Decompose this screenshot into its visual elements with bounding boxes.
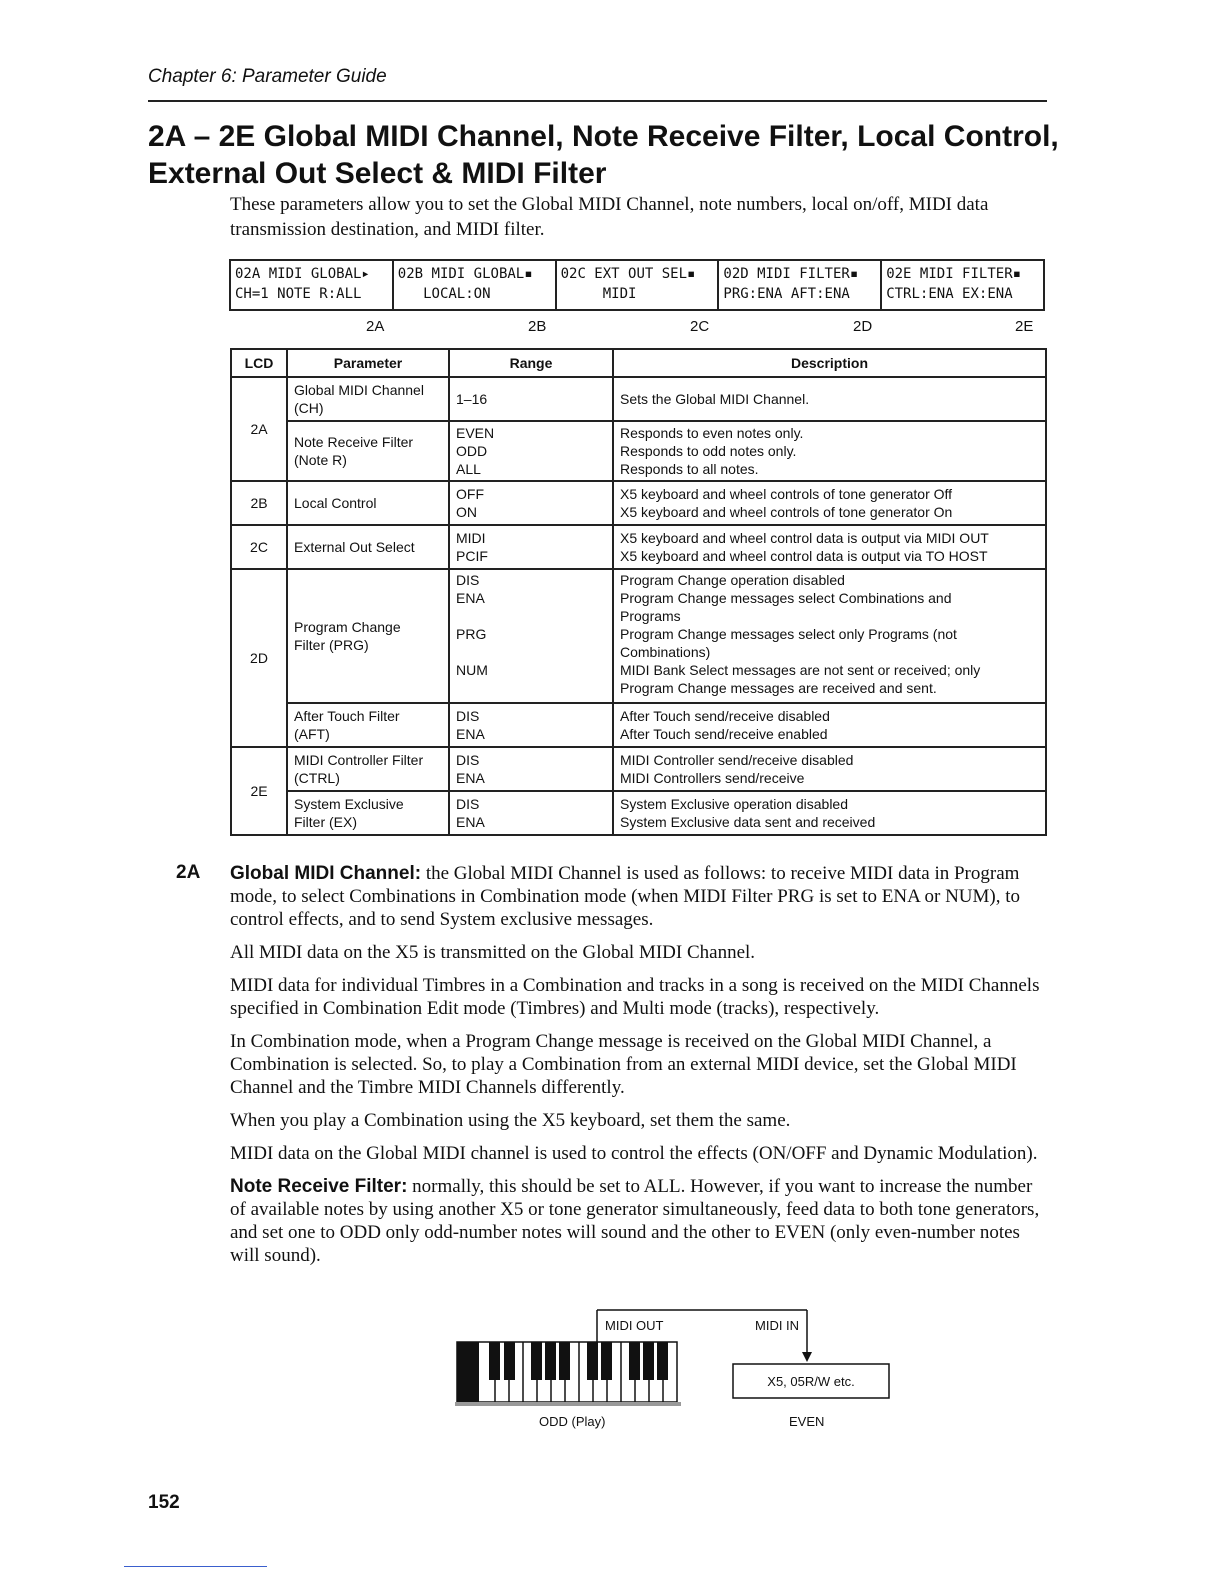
parameter-line: Filter (PRG) [294,637,369,653]
range-value: ALL [456,461,481,477]
section-marker-2a: 2A [176,862,201,883]
table-row [231,421,1046,481]
range-value: OFF [456,486,484,502]
lcd-cell: 2A [231,377,287,481]
connection-diagram [455,1308,915,1448]
device-label: X5, 05R/W etc. [767,1374,855,1389]
keyboard-icon [455,1342,681,1406]
description-cell [613,481,1046,525]
range-value: ODD [456,443,488,459]
lcd-line: 02A MIDI GLOBAL▸ [235,266,370,282]
description-line: Program Change messages are received and sent. [620,680,937,696]
parameter-line: (Note R) [294,452,347,468]
range-cell [449,481,613,525]
parameter-line: (AFT) [294,726,330,742]
paragraph: In Combination mode, when a Program Change message is received on the Global MIDI Channel, a Combination is selected. So, to play a Combination from an external MIDI device, set the Global MIDI Channel and the Timbre MIDI Channels differently. [230,1031,1017,1098]
parameter-line: MIDI Controller Filter [294,752,424,768]
parameter-cell [287,525,449,569]
midi-in-label: MIDI IN [755,1318,800,1333]
term: Global MIDI Channel: [230,863,422,884]
description-cell [613,703,1046,747]
range-value: DIS [456,708,480,724]
description-line: X5 keyboard and wheel control data is output via TO HOST [620,548,988,564]
range-value: MIDI [456,530,486,546]
description-line: Programs [620,608,681,624]
description-cell [613,525,1046,569]
lcd-label: 2E [1015,318,1034,335]
parameter-line: Filter (EX) [294,814,357,830]
lcd-line: LOCAL:ON [397,286,491,302]
lcd-line: 02D MIDI FILTER▪ [723,266,859,282]
lcd-line: 02C EXT OUT SEL▪ [560,266,696,282]
lcd-screen-2b [394,261,557,309]
parameter-cell [287,421,449,481]
range-value: PCIF [456,548,488,564]
description-line: Program Change operation disabled [620,572,845,588]
parameter-cell [287,747,449,791]
column-header: LCD [231,349,287,377]
description-line: Combinations) [620,644,711,660]
parameter-line: Program Change [294,619,401,635]
description-line: X5 keyboard and wheel control data is output via MIDI OUT [620,530,989,546]
paragraph-text: the Global MIDI Channel is used as follows: to receive MIDI data in Program mode, to select Combinations in Combination mode (when MIDI Filter PRG is set to ENA or NUM), to control effects, and to send System exclusive messages. [230,863,1021,930]
range-value: DIS [456,752,480,768]
parameter-cell [287,791,449,835]
description-line: X5 keyboard and wheel controls of tone generator On [620,504,953,520]
range-cell [449,421,613,481]
range-cell [449,525,613,569]
parameter-line: Global MIDI Channel [294,382,424,398]
range-value: DIS [456,796,480,812]
range-cell [449,747,613,791]
description-line: X5 keyboard and wheel controls of tone generator Off [620,486,953,502]
lcd-screen-2a [231,261,394,309]
column-header: Description [613,349,1046,377]
range-value: 1–16 [456,391,488,407]
range-cell [449,791,613,835]
parameter-line: External Out Select [294,539,415,555]
table-row [231,703,1046,747]
header-rule [148,100,1047,102]
table-row [231,481,1046,525]
range-cell [449,569,613,703]
paragraph-text: normally, this should be set to ALL. However, if you want to increase the number of available notes by using another X5 or tone generator simultaneously, feed data to both tone generators, and set one to ODD only odd-number notes will sound and the other to EVEN (only even-number notes will sound). [230,1176,1040,1266]
section-title: 2A – 2E Global MIDI Channel, Note Receive Filter, Local Control, External Out Select & MIDI Filter [148,120,1059,190]
parameter-cell [287,377,449,421]
lcd-cell: 2C [231,525,287,569]
lcd-screen-2c [557,261,720,309]
parameter-table [230,348,1047,836]
intro-paragraph: These parameters allow you to set the Global MIDI Channel, note numbers, local on/off, MIDI data transmission destination, and MIDI filter. [230,194,989,240]
description-line: Responds to even notes only. [620,425,804,441]
lcd-line: PRG:ENA AFT:ENA [723,286,850,302]
column-header: Range [449,349,613,377]
range-value: EVEN [456,425,495,441]
parameter-line: System Exclusive [294,796,404,812]
range-value: ENA [456,770,485,786]
table-header-row [231,349,1046,377]
table-row [231,525,1046,569]
parameter-cell [287,481,449,525]
table-row [231,377,1046,421]
description-line: MIDI Bank Select messages are not sent or received; only [620,662,981,678]
lcd-line: 02E MIDI FILTER▪ [886,266,1022,282]
range-cell [449,377,613,421]
midi-out-label: MIDI OUT [605,1318,664,1333]
table-row [231,791,1046,835]
range-value: DIS [456,572,480,588]
description-line: Responds to odd notes only. [620,443,797,459]
column-header: Parameter [287,349,449,377]
page-number: 152 [148,1492,180,1513]
paragraph: MIDI data for individual Timbres in a Combination and tracks in a song is received on the MIDI Channels specified in Combination Edit mode (Timbres) and Multi mode (tracks), respectively. [230,975,1040,1019]
even-label: EVEN [789,1414,825,1429]
description-line: Sets the Global MIDI Channel. [620,391,810,407]
description-line: System Exclusive operation disabled [620,796,849,812]
lcd-screen-2e [882,261,1043,309]
parameter-cell [287,703,449,747]
table-row [231,569,1046,703]
description-cell [613,421,1046,481]
term: Note Receive Filter: [230,1176,408,1197]
range-value: ENA [456,814,485,830]
description-line: Program Change messages select Combinations and [620,590,952,606]
lcd-label: 2D [853,318,873,335]
lcd-cell: 2D [231,569,287,747]
description-line: After Touch send/receive enabled [620,726,828,742]
description-line: After Touch send/receive disabled [620,708,830,724]
lcd-label: 2A [366,318,385,335]
lcd-label: 2B [528,318,547,335]
footer-rule [124,1566,267,1567]
description-cell [613,377,1046,421]
lcd-line: 02B MIDI GLOBAL▪ [397,266,533,282]
description-line: Responds to all notes. [620,461,759,477]
paragraph: When you play a Combination using the X5 keyboard, set them the same. [230,1110,791,1131]
description-line: Program Change messages select only Programs (not [620,626,957,642]
lcd-label: 2C [690,318,710,335]
parameter-line: (CH) [294,400,324,416]
paragraph: All MIDI data on the X5 is transmitted on the Global MIDI Channel. [230,942,756,963]
parameter-line: (CTRL) [294,770,340,786]
lcd-line: CTRL:ENA EX:ENA [886,286,1013,302]
body-text [230,862,1045,1277]
paragraph: MIDI data on the Global MIDI channel is used to control the effects (ON/OFF and Dynamic Modulation). [230,1143,1038,1164]
description-line: System Exclusive data sent and received [620,814,876,830]
description-line: MIDI Controllers send/receive [620,770,805,786]
range-value: ENA [456,590,485,606]
lcd-cell: 2E [231,747,287,835]
parameter-line: Note Receive Filter [294,434,414,450]
range-cell [449,703,613,747]
range-value: ON [456,504,477,520]
range-value: PRG [456,626,487,642]
range-value: ENA [456,726,485,742]
odd-label: ODD (Play) [539,1414,606,1429]
range-value: NUM [456,662,488,678]
chapter-header: Chapter 6: Parameter Guide [148,66,387,87]
lcd-screens [229,259,1045,311]
paragraph [230,862,1045,931]
table-row [231,747,1046,791]
lcd-cell: 2B [231,481,287,525]
description-line: MIDI Controller send/receive disabled [620,752,854,768]
description-cell [613,791,1046,835]
parameter-cell [287,569,449,703]
paragraph [230,1175,1045,1267]
description-cell [613,569,1046,703]
lcd-screen-2d [719,261,882,309]
lcd-line: CH=1 NOTE R:ALL [235,286,362,302]
parameter-line: After Touch Filter [294,708,400,724]
lcd-line: MIDI [560,286,637,302]
description-cell [613,747,1046,791]
parameter-line: Local Control [294,495,377,511]
